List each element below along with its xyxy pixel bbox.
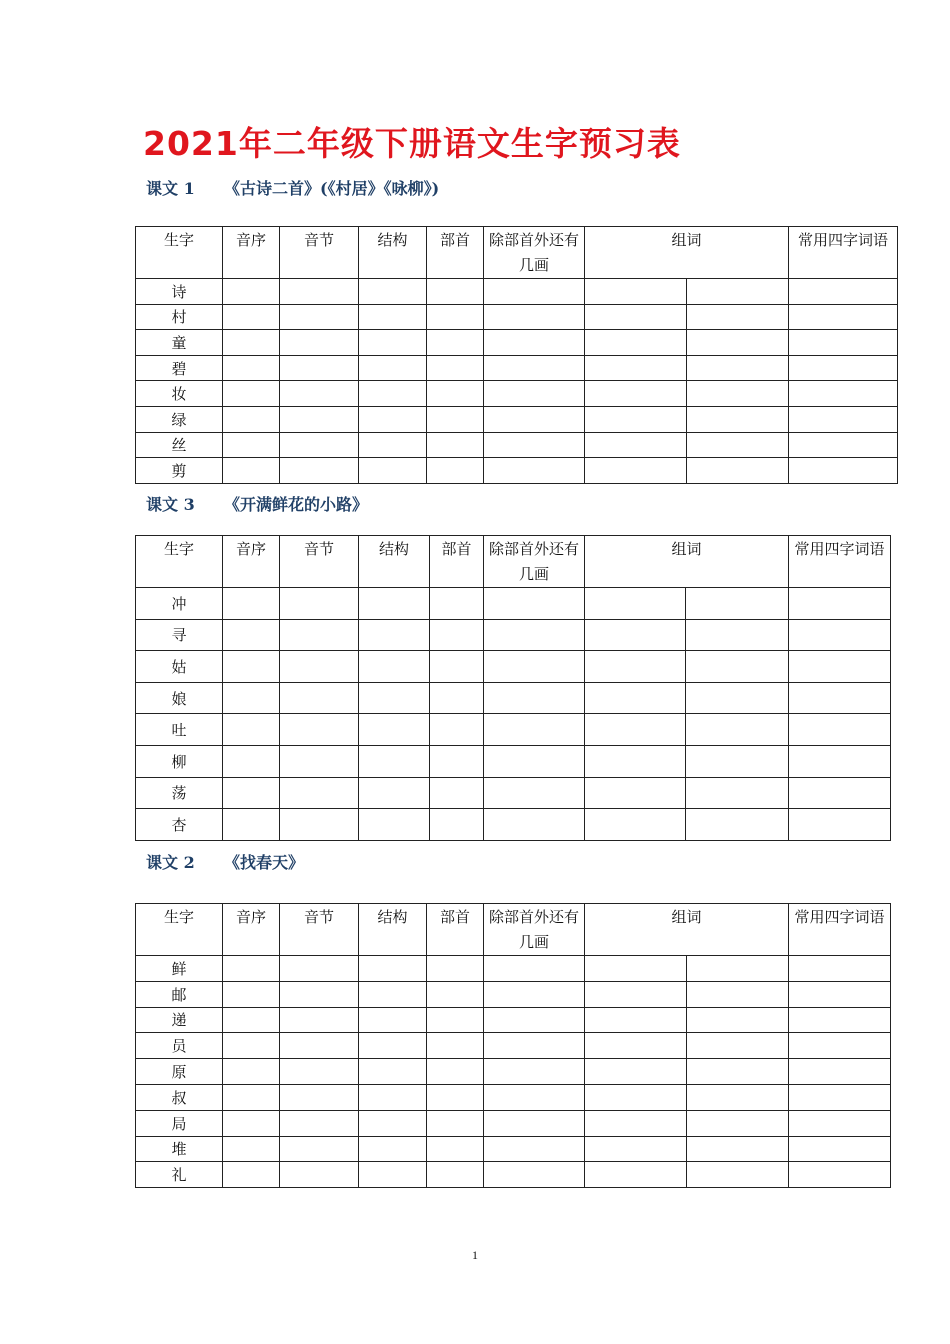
syllable-cell[interactable] [280,956,359,982]
word-cell-2[interactable] [687,1033,789,1059]
syllable-cell[interactable] [280,381,359,407]
page-number: 1 [472,1248,478,1262]
radical-cell[interactable] [430,682,484,714]
page-title: 2021年二年级下册语文生字预习表 [143,124,681,163]
strokes-cell[interactable] [484,355,585,381]
char-cell: 寻 [136,619,223,651]
order-cell[interactable] [223,714,280,746]
word-cell-1[interactable] [585,1136,687,1162]
table-row [136,714,891,746]
strokes-cell[interactable] [484,777,585,809]
strokes-cell[interactable] [484,458,585,484]
structure-cell[interactable] [359,381,427,407]
word-cell-2[interactable] [687,1162,789,1188]
structure-cell[interactable] [359,809,430,841]
word-cell-2[interactable] [687,458,789,484]
structure-cell[interactable] [359,1162,427,1188]
char-cell: 姑 [136,651,223,683]
structure-cell[interactable] [359,1136,427,1162]
strokes-cell[interactable] [484,981,585,1007]
word-cell-1[interactable] [585,432,687,458]
idiom-cell[interactable] [789,304,898,330]
word-cell-1[interactable] [585,1162,687,1188]
radical-cell[interactable] [427,458,484,484]
idiom-cell[interactable] [789,1059,891,1085]
radical-cell[interactable] [427,279,484,305]
word-cell-2[interactable] [687,432,789,458]
char-cell: 妆 [136,381,223,407]
table-row [136,1110,891,1136]
radical-cell[interactable] [430,588,484,620]
table-row [136,1007,891,1033]
syllable-cell[interactable] [280,1136,359,1162]
section-2-body [136,536,891,841]
word-cell-1[interactable] [585,1033,687,1059]
word-cell-2[interactable] [686,745,789,777]
char-cell: 童 [136,330,223,356]
word-cell-1[interactable] [585,406,687,432]
strokes-cell[interactable] [484,1033,585,1059]
section-2-heading [146,492,368,515]
word-cell-1[interactable] [585,809,686,841]
header-row [136,536,891,588]
syllable-cell[interactable] [280,1162,359,1188]
structure-cell[interactable] [359,458,427,484]
word-cell-2[interactable] [686,777,789,809]
idiom-cell[interactable] [789,981,891,1007]
word-cell-2[interactable] [687,1110,789,1136]
word-cell-1[interactable] [585,651,686,683]
structure-cell[interactable] [359,956,427,982]
header-idioms: 常用四字词语 [789,227,898,279]
idiom-cell[interactable] [789,1136,891,1162]
radical-cell[interactable] [430,619,484,651]
char-cell: 诗 [136,279,223,305]
word-cell-1[interactable] [585,279,687,305]
char-cell: 丝 [136,432,223,458]
strokes-cell[interactable] [484,809,585,841]
header-char: 生字 [136,536,223,588]
idiom-cell[interactable] [789,1110,891,1136]
order-cell[interactable] [223,1162,280,1188]
section-1-table [135,226,898,484]
table-row [136,381,898,407]
word-cell-2[interactable] [686,651,789,683]
char-cell: 堆 [136,1136,223,1162]
syllable-cell[interactable] [280,1110,359,1136]
char-cell: 娘 [136,682,223,714]
table-row [136,1162,891,1188]
idiom-cell[interactable] [789,406,898,432]
table-row [136,809,891,841]
syllable-cell[interactable] [280,1007,359,1033]
header-idioms: 常用四字词语 [789,536,891,588]
strokes-cell[interactable] [484,1059,585,1085]
radical-cell[interactable] [427,355,484,381]
header-strokes: 除部首外还有几画 [484,904,585,956]
structure-cell[interactable] [359,1059,427,1085]
word-cell-1[interactable] [585,619,686,651]
header-order: 音序 [223,227,280,279]
section-3-heading [146,850,304,873]
char-cell: 递 [136,1007,223,1033]
header-syllable: 音节 [280,904,359,956]
section-1-heading [146,176,439,199]
header-row [136,227,898,279]
section-label: 课文 1 [146,179,195,198]
syllable-cell[interactable] [280,1059,359,1085]
header-radical: 部首 [427,227,484,279]
char-cell: 荡 [136,777,223,809]
order-cell[interactable] [223,981,280,1007]
word-cell-1[interactable] [585,777,686,809]
order-cell[interactable] [223,682,280,714]
structure-cell[interactable] [359,714,430,746]
section-label: 课文 3 [146,495,195,514]
char-cell: 邮 [136,981,223,1007]
table-row [136,355,898,381]
word-cell-2[interactable] [687,981,789,1007]
char-cell: 村 [136,304,223,330]
order-cell[interactable] [223,651,280,683]
strokes-cell[interactable] [484,588,585,620]
radical-cell[interactable] [427,1059,484,1085]
radical-cell[interactable] [430,777,484,809]
syllable-cell[interactable] [280,330,359,356]
strokes-cell[interactable] [484,651,585,683]
strokes-cell[interactable] [484,1084,585,1110]
char-cell: 礼 [136,1162,223,1188]
word-cell-1[interactable] [585,1110,687,1136]
order-cell[interactable] [223,745,280,777]
idiom-cell[interactable] [789,1007,891,1033]
word-cell-2[interactable] [686,588,789,620]
structure-cell[interactable] [359,651,430,683]
radical-cell[interactable] [427,304,484,330]
strokes-cell[interactable] [484,956,585,982]
order-cell[interactable] [223,381,280,407]
word-cell-1[interactable] [585,682,686,714]
idiom-cell[interactable] [789,355,898,381]
order-cell[interactable] [223,406,280,432]
word-cell-2[interactable] [687,1059,789,1085]
strokes-cell[interactable] [484,279,585,305]
idiom-cell[interactable] [789,1033,891,1059]
radical-cell[interactable] [430,714,484,746]
strokes-cell[interactable] [484,304,585,330]
header-syllable: 音节 [280,227,359,279]
header-structure: 结构 [359,904,427,956]
word-cell-2[interactable] [687,1007,789,1033]
char-cell: 杏 [136,809,223,841]
idiom-cell[interactable] [789,809,891,841]
char-cell: 员 [136,1033,223,1059]
table-row [136,1033,891,1059]
structure-cell[interactable] [359,682,430,714]
char-cell: 叔 [136,1084,223,1110]
table-row [136,1136,891,1162]
section-1-body [136,227,898,484]
radical-cell[interactable] [427,432,484,458]
strokes-cell[interactable] [484,381,585,407]
order-cell[interactable] [223,1059,280,1085]
radical-cell[interactable] [427,1084,484,1110]
char-cell: 局 [136,1110,223,1136]
word-cell-2[interactable] [687,381,789,407]
order-cell[interactable] [223,355,280,381]
syllable-cell[interactable] [280,651,359,683]
order-cell[interactable] [223,279,280,305]
idiom-cell[interactable] [789,714,891,746]
idiom-cell[interactable] [789,777,891,809]
word-cell-1[interactable] [585,588,686,620]
table-row [136,1084,891,1110]
word-cell-1[interactable] [585,981,687,1007]
header-idioms: 常用四字词语 [789,904,891,956]
syllable-cell[interactable] [280,458,359,484]
header-char: 生字 [136,227,223,279]
radical-cell[interactable] [427,1110,484,1136]
order-cell[interactable] [223,809,280,841]
order-cell[interactable] [223,619,280,651]
idiom-cell[interactable] [789,330,898,356]
word-cell-2[interactable] [687,956,789,982]
structure-cell[interactable] [359,304,427,330]
strokes-cell[interactable] [484,330,585,356]
section-subtitle: 《开满鲜花的小路》 [224,495,369,514]
structure-cell[interactable] [359,355,427,381]
structure-cell[interactable] [359,1110,427,1136]
syllable-cell[interactable] [280,619,359,651]
strokes-cell[interactable] [484,1007,585,1033]
syllable-cell[interactable] [280,714,359,746]
table-row [136,406,898,432]
word-cell-2[interactable] [687,279,789,305]
table-row [136,279,898,305]
syllable-cell[interactable] [280,682,359,714]
word-cell-2[interactable] [686,619,789,651]
order-cell[interactable] [223,432,280,458]
word-cell-1[interactable] [585,1059,687,1085]
structure-cell[interactable] [359,279,427,305]
radical-cell[interactable] [427,330,484,356]
table-row [136,619,891,651]
syllable-cell[interactable] [280,432,359,458]
strokes-cell[interactable] [484,432,585,458]
header-row [136,904,891,956]
strokes-cell[interactable] [484,1162,585,1188]
table-row [136,588,891,620]
strokes-cell[interactable] [484,682,585,714]
header-char: 生字 [136,904,223,956]
header-words: 组词 [585,536,789,588]
word-cell-1[interactable] [585,1084,687,1110]
idiom-cell[interactable] [789,458,898,484]
structure-cell[interactable] [359,1084,427,1110]
header-order: 音序 [223,536,280,588]
radical-cell[interactable] [427,1136,484,1162]
word-cell-2[interactable] [687,406,789,432]
idiom-cell[interactable] [789,279,898,305]
order-cell[interactable] [223,1136,280,1162]
syllable-cell[interactable] [280,777,359,809]
strokes-cell[interactable] [484,745,585,777]
table-row [136,682,891,714]
radical-cell[interactable] [430,651,484,683]
word-cell-2[interactable] [687,1084,789,1110]
idiom-cell[interactable] [789,381,898,407]
structure-cell[interactable] [359,619,430,651]
idiom-cell[interactable] [789,1162,891,1188]
word-cell-1[interactable] [585,714,686,746]
header-structure: 结构 [359,227,427,279]
radical-cell[interactable] [427,1162,484,1188]
section-subtitle: 《找春天》 [224,853,305,872]
table-row [136,981,891,1007]
table-row [136,745,891,777]
word-cell-1[interactable] [585,304,687,330]
structure-cell[interactable] [359,432,427,458]
idiom-cell[interactable] [789,651,891,683]
radical-cell[interactable] [427,981,484,1007]
structure-cell[interactable] [359,330,427,356]
word-cell-1[interactable] [585,330,687,356]
header-structure: 结构 [359,536,430,588]
header-radical: 部首 [430,536,484,588]
word-cell-2[interactable] [687,330,789,356]
section-label: 课文 2 [146,853,195,872]
header-strokes: 除部首外还有几画 [484,536,585,588]
section-subtitle: 《古诗二首》(《村居》《咏柳》) [224,179,440,198]
syllable-cell[interactable] [280,745,359,777]
header-radical: 部首 [427,904,484,956]
structure-cell[interactable] [359,745,430,777]
char-cell: 冲 [136,588,223,620]
word-cell-2[interactable] [687,1136,789,1162]
syllable-cell[interactable] [280,406,359,432]
header-order: 音序 [223,904,280,956]
word-cell-1[interactable] [585,355,687,381]
idiom-cell[interactable] [789,588,891,620]
char-cell: 剪 [136,458,223,484]
table-row [136,330,898,356]
radical-cell[interactable] [427,1007,484,1033]
section-3-body [136,904,891,1188]
radical-cell[interactable] [427,956,484,982]
word-cell-1[interactable] [585,1007,687,1033]
header-syllable: 音节 [280,536,359,588]
syllable-cell[interactable] [280,355,359,381]
order-cell[interactable] [223,1084,280,1110]
strokes-cell[interactable] [484,619,585,651]
structure-cell[interactable] [359,777,430,809]
table-row [136,956,891,982]
char-cell: 吐 [136,714,223,746]
strokes-cell[interactable] [484,1110,585,1136]
structure-cell[interactable] [359,1033,427,1059]
idiom-cell[interactable] [789,1084,891,1110]
order-cell[interactable] [223,1110,280,1136]
order-cell[interactable] [223,1033,280,1059]
section-3-table [135,903,891,1188]
radical-cell[interactable] [427,406,484,432]
strokes-cell[interactable] [484,406,585,432]
word-cell-2[interactable] [686,682,789,714]
word-cell-2[interactable] [686,809,789,841]
structure-cell[interactable] [359,1007,427,1033]
order-cell[interactable] [223,304,280,330]
structure-cell[interactable] [359,588,430,620]
strokes-cell[interactable] [484,714,585,746]
idiom-cell[interactable] [789,956,891,982]
header-words: 组词 [585,227,789,279]
strokes-cell[interactable] [484,1136,585,1162]
order-cell[interactable] [223,458,280,484]
syllable-cell[interactable] [280,981,359,1007]
header-strokes: 除部首外还有几画 [484,227,585,279]
table-row [136,777,891,809]
table-row [136,1059,891,1085]
table-row [136,651,891,683]
word-cell-1[interactable] [585,956,687,982]
radical-cell[interactable] [430,745,484,777]
syllable-cell[interactable] [280,588,359,620]
section-2-table [135,535,891,841]
structure-cell[interactable] [359,981,427,1007]
idiom-cell[interactable] [789,745,891,777]
word-cell-2[interactable] [687,355,789,381]
header-words: 组词 [585,904,789,956]
syllable-cell[interactable] [280,1084,359,1110]
word-cell-1[interactable] [585,745,686,777]
char-cell: 鲜 [136,956,223,982]
radical-cell[interactable] [427,1033,484,1059]
syllable-cell[interactable] [280,809,359,841]
order-cell[interactable] [223,956,280,982]
syllable-cell[interactable] [280,1033,359,1059]
char-cell: 原 [136,1059,223,1085]
idiom-cell[interactable] [789,682,891,714]
order-cell[interactable] [223,330,280,356]
char-cell: 柳 [136,745,223,777]
structure-cell[interactable] [359,406,427,432]
syllable-cell[interactable] [280,304,359,330]
radical-cell[interactable] [427,381,484,407]
radical-cell[interactable] [430,809,484,841]
order-cell[interactable] [223,1007,280,1033]
order-cell[interactable] [223,777,280,809]
word-cell-1[interactable] [585,381,687,407]
word-cell-2[interactable] [687,304,789,330]
idiom-cell[interactable] [789,432,898,458]
word-cell-1[interactable] [585,458,687,484]
table-row [136,304,898,330]
table-row [136,458,898,484]
idiom-cell[interactable] [789,619,891,651]
char-cell: 碧 [136,355,223,381]
syllable-cell[interactable] [280,279,359,305]
word-cell-2[interactable] [686,714,789,746]
char-cell: 绿 [136,406,223,432]
table-row [136,432,898,458]
order-cell[interactable] [223,588,280,620]
